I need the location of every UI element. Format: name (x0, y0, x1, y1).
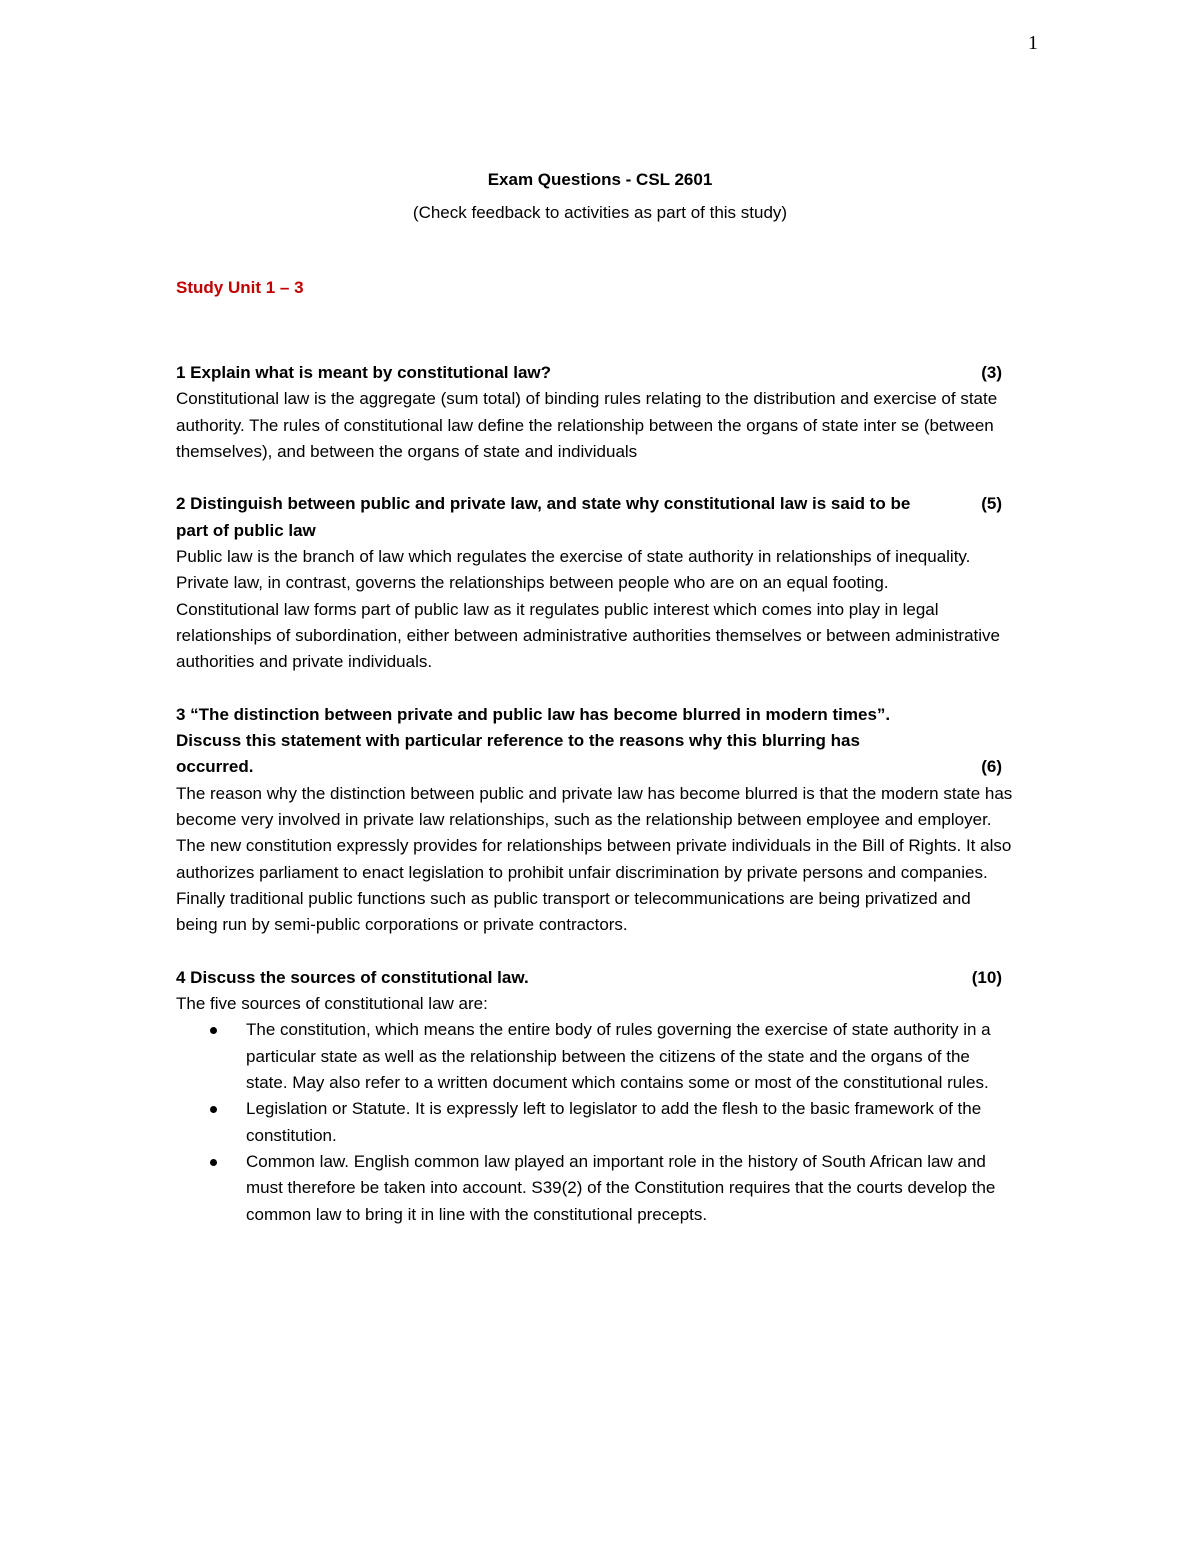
bullet-icon (210, 1027, 217, 1034)
question-heading (176, 965, 1016, 991)
questions-section (176, 360, 1016, 1228)
document-subtitle: (Check feedback to activities as part of this study) (412, 203, 788, 222)
question-marks: (10) (971, 967, 1002, 987)
question-heading (176, 491, 1016, 544)
question-text: 4 Discuss the sources of constitutional law. (176, 967, 529, 987)
list-item-text: Common law. English common law played an important role in the history of South African law and must therefore be taken into account. S39(2) of the Constitution requires that the courts develop the common law to bring it in line with the constitutional precepts. (246, 1151, 996, 1224)
list-item-text: Legislation or Statute. It is expressly left to legislator to add the flesh to the basic framework of the constitution. (246, 1099, 982, 1145)
bullet-icon (210, 1159, 217, 1166)
answer-paragraph: Constitutional law is the aggregate (sum total) of binding rules relating to the distribution and exercise of state authority. The rules of constitutional law define the relationship between the organs of state inter se (between themselves), and between the organs of state and individuals (176, 389, 998, 461)
question-text: 1 Explain what is meant by constitutional law? (176, 363, 552, 382)
answer-paragraph: Public law is the branch of law which regulates the exercise of state authority in relationships of inequality. (176, 547, 971, 567)
list-item (246, 1096, 1016, 1149)
question-text: 3 “The distinction between private and public law has become blurred in modern times”. Discuss this statement with particular reference to the reasons why this blurring has occurred. (176, 704, 891, 777)
document-title: Exam Questions - CSL 2601 (487, 170, 713, 189)
question-marks: (3) (981, 363, 1002, 382)
question-2 (176, 491, 1016, 675)
question-marks: (5) (981, 494, 1002, 514)
list-item (246, 1149, 1016, 1228)
page-number: 1 (1028, 32, 1038, 54)
question-3 (176, 702, 1016, 939)
answer-paragraph: Constitutional law forms part of public law as it regulates public interest which comes into play in legal relationships of subordination, either between administrative authorities themselves or between administrative authorities and private individuals. (176, 599, 1000, 672)
list-item-text: The constitution, which means the entire body of rules governing the exercise of state authority in a particular state as well as the relationship between the citizens of the state and the organs of the state. May also refer to a written document which contains some or most of the constitutional rules. (246, 1020, 991, 1093)
question-text: 2 Distinguish between public and private law, and state why constitutional law is said to be part of public law (176, 494, 911, 540)
answer-paragraph: Private law, in contrast, governs the relationships between people who are on an equal footing. (176, 573, 889, 593)
bullet-icon (210, 1106, 217, 1113)
list-item (246, 1017, 1016, 1096)
question-1 (176, 360, 1016, 465)
answer-intro: The five sources of constitutional law are: (176, 994, 488, 1014)
answer-paragraph: The reason why the distinction between public and private law has become blurred is that the modern state has become very involved in private law relationships, such as the relationship between employee and employer. The new constitution expressly provides for relationships between private individuals in the Bill of Rights. It also authorizes parliament to enact legislation to prohibit unfair discrimination by private persons and companies. Finally traditional public functions such as public transport or telecommunications are being privatized and being run by semi-public corporations or private contractors. (176, 783, 1013, 935)
question-4 (176, 965, 1016, 1228)
question-marks: (6) (981, 757, 1002, 777)
question-heading (176, 360, 1016, 386)
question-heading (176, 702, 1016, 781)
study-unit-heading: Study Unit 1 – 3 (176, 278, 304, 297)
sources-list (176, 1017, 1016, 1227)
